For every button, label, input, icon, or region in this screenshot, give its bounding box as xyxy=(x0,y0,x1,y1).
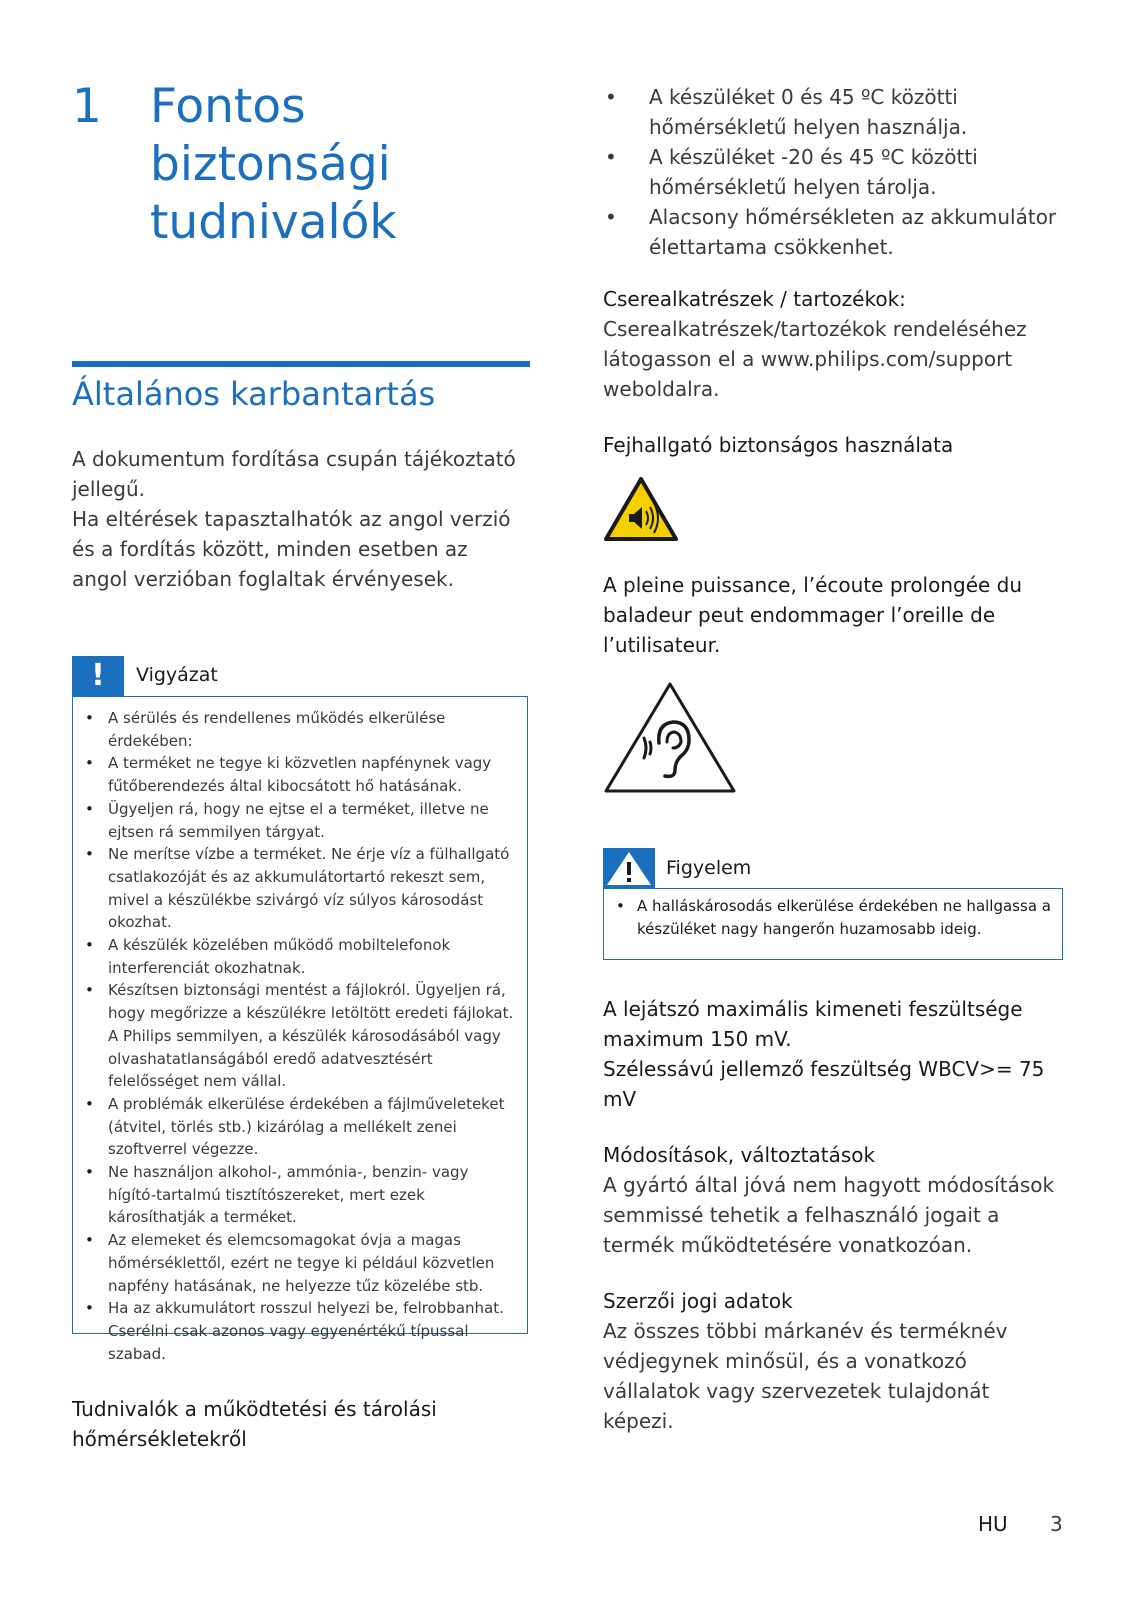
modifications-title: Módosítások, változtatások xyxy=(603,1143,876,1167)
footer-language: HU xyxy=(978,1512,1008,1536)
intro-text xyxy=(72,444,522,594)
chapter-title: Fontos biztonsági tudnivalók xyxy=(150,79,397,250)
modifications-body: A gyártó által jóvá nem hagyott módosítások semmissé tehetik a felhasználó jogait a termék működtetésére vonatkozóan. xyxy=(603,1173,1055,1257)
copyright-section xyxy=(603,1286,1063,1436)
exclamation-icon: ! xyxy=(72,656,124,696)
caution-item: • Az elemeket és elemcsomagokat óvja a magas hőmérséklettől, ezért ne tegye ki például közvetlen napfény hatásának, ne helyezze tűz közelébe stb. xyxy=(73,1229,517,1297)
modifications-section xyxy=(603,1140,1063,1260)
spare-parts-body: Cserealkatrészek/tartozékok rendeléséhez látogasson el a www.philips.com/support weboldalra. xyxy=(603,317,1027,401)
section-title: Általános karbantartás xyxy=(72,375,436,413)
intro-line-2: Ha eltérések tapasztalhatók az angol verzió és a fordítás között, minden esetben az angol verzióban foglaltak érvényesek. xyxy=(72,507,511,591)
headphone-safety-title: Fejhallgató biztonságos használata xyxy=(603,433,954,457)
caution-box xyxy=(72,696,528,1363)
caution-header xyxy=(72,656,530,696)
caution-item: • A sérülés és rendellenes működés elkerülése érdekében: xyxy=(73,707,517,752)
caution-item: • Ne használjon alkohol-, ammónia-, benzin- vagy hígító-tartalmú tisztítószereket, mert ezek károsíthatják a terméket. xyxy=(73,1161,517,1229)
spare-parts-title: Cserealkatrészek / tartozékok: xyxy=(603,287,906,311)
caution-item: • A problémák elkerülése érdekében a fájlműveleteket (átvitel, törlés stb.) kizárólag a mellékelt zenei szoftverrel végezze. xyxy=(73,1093,517,1161)
copyright-title: Szerzői jogi adatok xyxy=(603,1289,793,1313)
spare-parts-section xyxy=(603,284,1063,404)
warning-box xyxy=(603,888,1063,960)
temperature-item: • A készüléket -20 és 45 ºC közötti hőmérsékletű helyen tárolja. xyxy=(603,142,1063,202)
voltage-section xyxy=(603,994,1063,1114)
warning-header xyxy=(603,848,1063,888)
chapter-number: 1 xyxy=(72,79,102,134)
caution-item: • Készítsen biztonsági mentést a fájlokról. Ügyeljen rá, hogy megőrizze a készülékre letöltött eredeti fájlokat. A Philips semmilyen, a készülék károsodásából vagy olvashatatlanságából eredő adatvesztésért felelősséget nem vállal. xyxy=(73,979,517,1093)
page-number: 3 xyxy=(1050,1512,1063,1536)
operating-temperature-title: Tudnivalók a működtetési és tárolási hőmérsékletekről xyxy=(72,1397,437,1451)
caution-item: • Ügyeljen rá, hogy ne ejtse el a terméket, illetve ne ejtsen rá semmilyen tárgyat. xyxy=(73,798,517,843)
caution-item: • A készülék közelében működő mobiltelefonok interferenciát okozhatnak. xyxy=(73,934,517,979)
temperature-list xyxy=(603,82,1063,262)
warning-list xyxy=(604,895,1054,941)
ear-warning-icon xyxy=(601,680,739,796)
caution-item: • Ne merítse vízbe a terméket. Ne érje víz a fülhallgató csatlakozóját és az akkumulátortartó rekeszt sem, mivel a készülékbe szivárgó víz súlyos károsodást okozhat. xyxy=(73,843,517,934)
caution-label: Vigyázat xyxy=(136,664,218,686)
intro-line-1: A dokumentum fordítása csupán tájékoztató jellegű. xyxy=(72,447,516,501)
voltage-line-1: A lejátszó maximális kimeneti feszültsége maximum 150 mV. xyxy=(603,997,1023,1051)
caution-list xyxy=(73,707,517,1365)
warning-label: Figyelem xyxy=(666,857,752,879)
warning-item: • A halláskárosodás elkerülése érdekében ne hallgassa a készüléket nagy hangerőn huzamosabb ideig. xyxy=(604,895,1054,941)
temperature-item: • Alacsony hőmérsékleten az akkumulátor élettartama csökkenhet. xyxy=(603,202,1063,262)
copyright-body: Az összes többi márkanév és terméknév védjegynek minősül, és a vonatkozó vállalatok vagy szervezetek tulajdonát képezi. xyxy=(603,1319,1008,1433)
voltage-line-2: Szélessávú jellemző feszültség WBCV>= 75 mV xyxy=(603,1057,1045,1111)
temperature-item: • A készüléket 0 és 45 ºC közötti hőmérsékletű helyen használja. xyxy=(603,82,1063,142)
section-rule xyxy=(72,361,530,367)
french-warning: A pleine puissance, l’écoute prolongée du baladeur peut endommager l’oreille de l’utilisateur. xyxy=(603,573,1023,657)
loud-sound-warning-icon xyxy=(603,476,679,542)
warning-triangle-icon xyxy=(603,848,655,888)
caution-item: • A terméket ne tegye ki közvetlen napfénynek vagy fűtőberendezés által kibocsátott hő hatásának. xyxy=(73,752,517,797)
caution-item: • Ha az akkumulátort rosszul helyezi be, felrobbanhat. Cserélni csak azonos vagy egyenértékű típussal szabad. xyxy=(73,1297,517,1365)
